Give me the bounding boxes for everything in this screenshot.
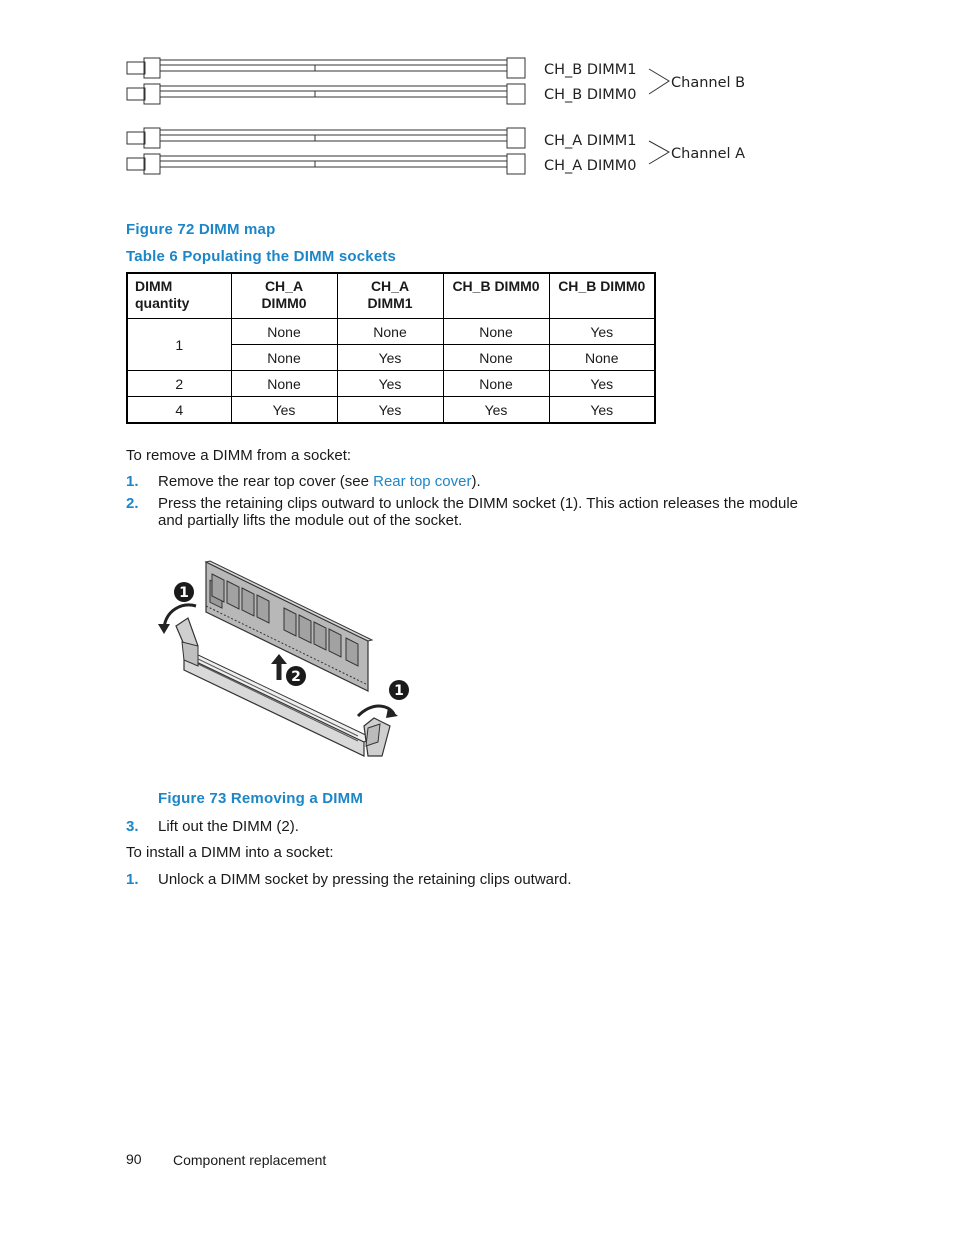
header-ch-a-dimm1: CH_A DIMM1: [337, 273, 443, 319]
channel-b-bracket: [649, 69, 669, 94]
rear-top-cover-link[interactable]: Rear top cover: [373, 473, 472, 490]
table-header-row: [127, 273, 655, 319]
figure-72-caption: Figure 72 DIMM map: [126, 221, 276, 238]
table-row: [127, 319, 655, 345]
header-ch-a-dimm0: CH_A DIMM0: [231, 273, 337, 319]
table-row: [127, 371, 655, 397]
table-cell: Yes: [337, 397, 443, 424]
remove-step-2-number: 2.: [126, 495, 139, 512]
table-cell: None: [231, 345, 337, 371]
svg-text:2: 2: [291, 669, 301, 685]
table-cell: None: [549, 345, 655, 371]
right-retaining-clip: [364, 718, 390, 756]
table-cell: Yes: [231, 397, 337, 424]
table-row: [127, 397, 655, 424]
table-cell: Yes: [337, 371, 443, 397]
header-ch-b-dimm0: CH_B DIMM0: [443, 273, 549, 319]
page-number: 90: [126, 1151, 142, 1167]
install-intro: To install a DIMM into a socket:: [126, 844, 334, 861]
svg-text:1: 1: [394, 683, 404, 699]
dimm-population-table: [126, 272, 656, 424]
table-cell: None: [443, 319, 549, 345]
table-cell: None: [337, 319, 443, 345]
dimm-map-figure: [122, 52, 762, 182]
remove-intro: To remove a DIMM from a socket:: [126, 447, 352, 464]
install-step-1-number: 1.: [126, 871, 139, 888]
remove-step-2-line-2: and partially lifts the module out of the socket.: [158, 512, 463, 529]
lift-arrow-icon: [271, 654, 287, 680]
callout-1-right: [389, 680, 409, 700]
table-cell: None: [443, 345, 549, 371]
dimm-slot-ch-a-dimm0: [127, 154, 525, 174]
quantity-cell: 2: [127, 371, 231, 397]
header-dimm-quantity: DIMM quantity: [127, 273, 231, 319]
callout-1-left: [174, 582, 194, 602]
footer-section-title: Component replacement: [173, 1152, 327, 1168]
channel-label-a: Channel A: [671, 146, 746, 162]
removing-dimm-illustration: [152, 556, 422, 768]
table-6-caption: Table 6 Populating the DIMM sockets: [126, 248, 397, 265]
slot-label-ch-b-dimm1: CH_B DIMM1: [544, 62, 637, 78]
slot-label-ch-b-dimm0: CH_B DIMM0: [544, 87, 637, 103]
dimm-slot-ch-b-dimm1: [127, 58, 525, 78]
quantity-cell: 1: [127, 319, 231, 371]
remove-step-1-pre: Remove the rear top cover (see: [158, 473, 374, 490]
quantity-cell: 4: [127, 397, 231, 424]
table-cell: None: [231, 319, 337, 345]
slot-label-ch-a-dimm0: CH_A DIMM0: [544, 158, 637, 174]
remove-step-1-post: ).: [471, 473, 481, 490]
channel-label-b: Channel B: [671, 75, 746, 91]
table-cell: Yes: [549, 319, 655, 345]
remove-step-1-text: [158, 473, 481, 490]
remove-step-3-number: 3.: [126, 818, 139, 835]
remove-step-3-text: Lift out the DIMM (2).: [158, 818, 299, 835]
channel-a-bracket: [649, 141, 669, 164]
left-rotate-arrowhead-icon: [158, 624, 170, 634]
table-cell: Yes: [549, 397, 655, 424]
header-ch-b-dimm0-second: CH_B DIMM0: [549, 273, 655, 319]
remove-step-1-number: 1.: [126, 473, 139, 490]
table-cell: None: [231, 371, 337, 397]
remove-step-2-line-1: Press the retaining clips outward to unlock the DIMM socket (1). This action releases the module: [158, 495, 799, 512]
install-step-1-text: Unlock a DIMM socket by pressing the retaining clips outward.: [158, 871, 572, 888]
table-cell: Yes: [337, 345, 443, 371]
table-cell: Yes: [443, 397, 549, 424]
left-retaining-clip: [176, 618, 198, 666]
svg-text:1: 1: [179, 585, 189, 601]
table-cell: None: [443, 371, 549, 397]
dimm-slot-ch-b-dimm0: [127, 84, 525, 104]
table-cell: Yes: [549, 371, 655, 397]
dimm-slot-ch-a-dimm1: [127, 128, 525, 148]
figure-73-caption: Figure 73 Removing a DIMM: [158, 790, 364, 807]
slot-label-ch-a-dimm1: CH_A DIMM1: [544, 133, 637, 149]
callout-2: [286, 666, 306, 686]
